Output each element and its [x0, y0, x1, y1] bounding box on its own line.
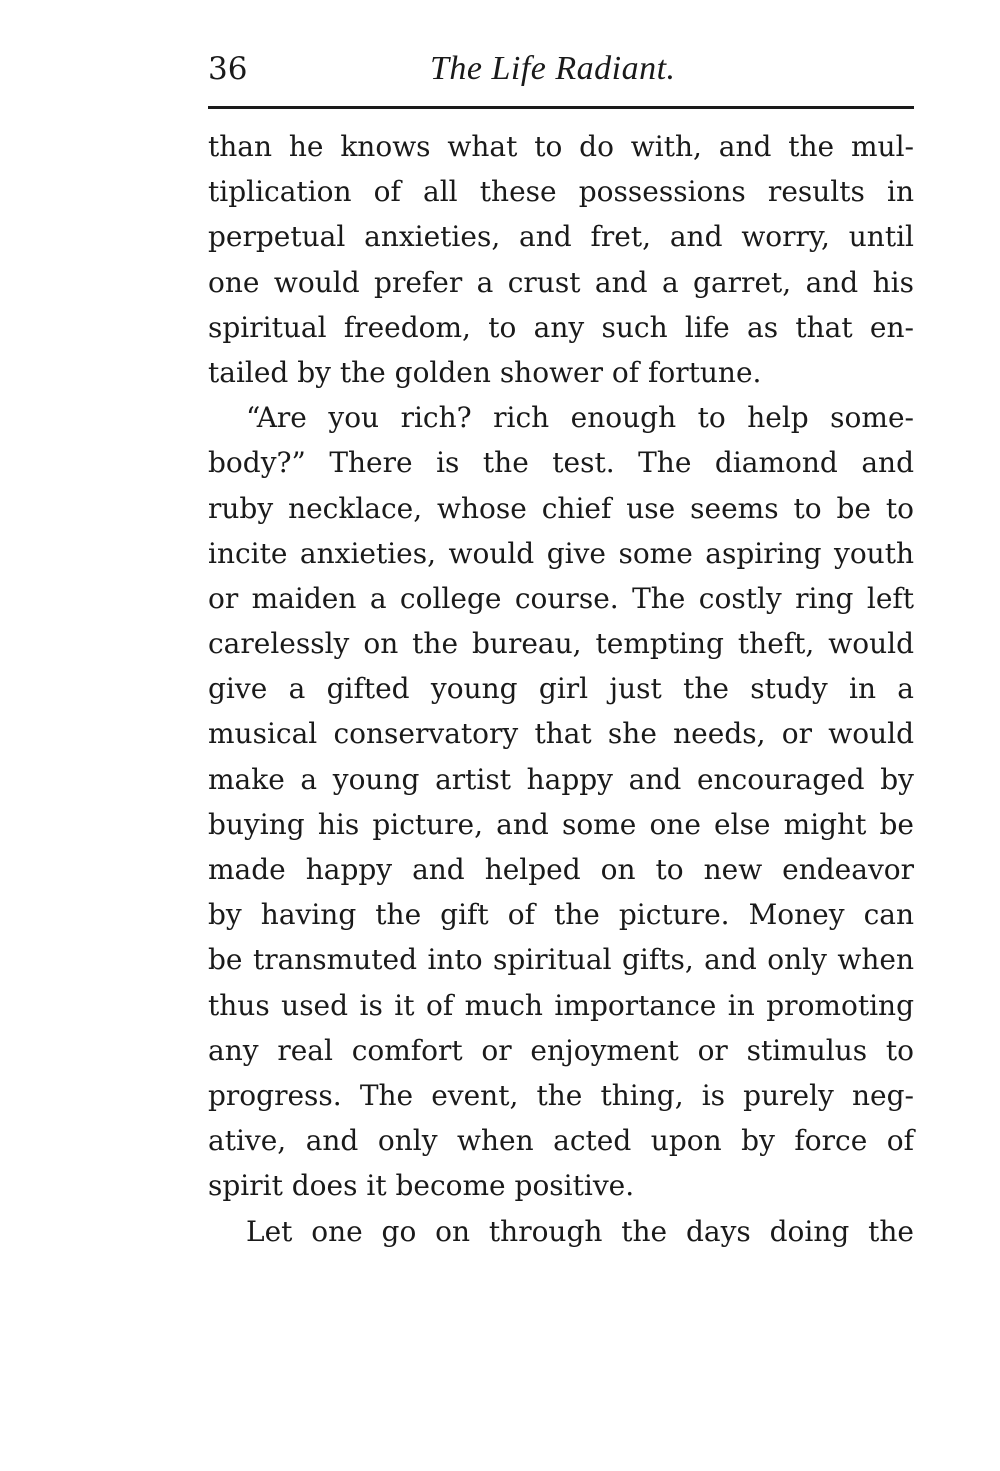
text-line: or maiden a college course. The costly ring left: [208, 581, 914, 615]
body-text: [208, 124, 914, 1254]
text-line: tiplication of all these possessions results in: [208, 175, 914, 209]
text-line: make a young artist happy and encouraged by: [208, 762, 914, 796]
text-line: musical conservatory that she needs, or would: [208, 717, 914, 751]
text-line: incite anxieties, would give some aspiring youth: [208, 536, 914, 570]
page-number: 36: [208, 51, 248, 87]
text-line: give a gifted young girl just the study in a: [208, 672, 914, 706]
text-line: spirit does it become positive.: [208, 1169, 635, 1203]
text-line: tailed by the golden shower of fortune.: [208, 355, 762, 389]
text-line: any real comfort or enjoyment or stimulus to: [208, 1033, 914, 1067]
text-line: carelessly on the bureau, tempting theft, would: [208, 627, 914, 661]
text-line: buying his picture, and some one else might be: [208, 807, 914, 841]
text-line: ative, and only when acted upon by force of: [208, 1124, 914, 1158]
running-title: The Life Radiant.: [430, 50, 676, 87]
text-line: be transmuted into spiritual gifts, and only when: [208, 943, 914, 977]
text-line: than he knows what to do with, and the mul-: [208, 130, 914, 163]
text-line: “Are you rich? rich enough to help some-: [246, 401, 914, 435]
text-line: one would prefer a crust and a garret, and his: [208, 265, 914, 299]
text-line: by having the gift of the picture. Money can: [208, 898, 914, 932]
text-line: body?” There is the test. The diamond and: [208, 446, 914, 480]
text-line: Let one go on through the days doing the: [246, 1214, 914, 1248]
text-line: progress. The event, the thing, is purely neg-: [208, 1078, 914, 1112]
text-line: perpetual anxieties, and fret, and worry, until: [208, 220, 914, 254]
text-line: spiritual freedom, to any such life as that en-: [208, 310, 914, 344]
text-line: thus used is it of much importance in promoting: [208, 988, 914, 1022]
text-line: ruby necklace, whose chief use seems to be to: [208, 491, 914, 525]
header-rule: [208, 106, 914, 109]
text-line: made happy and helped on to new endeavor: [208, 853, 914, 886]
running-head: [208, 44, 914, 94]
